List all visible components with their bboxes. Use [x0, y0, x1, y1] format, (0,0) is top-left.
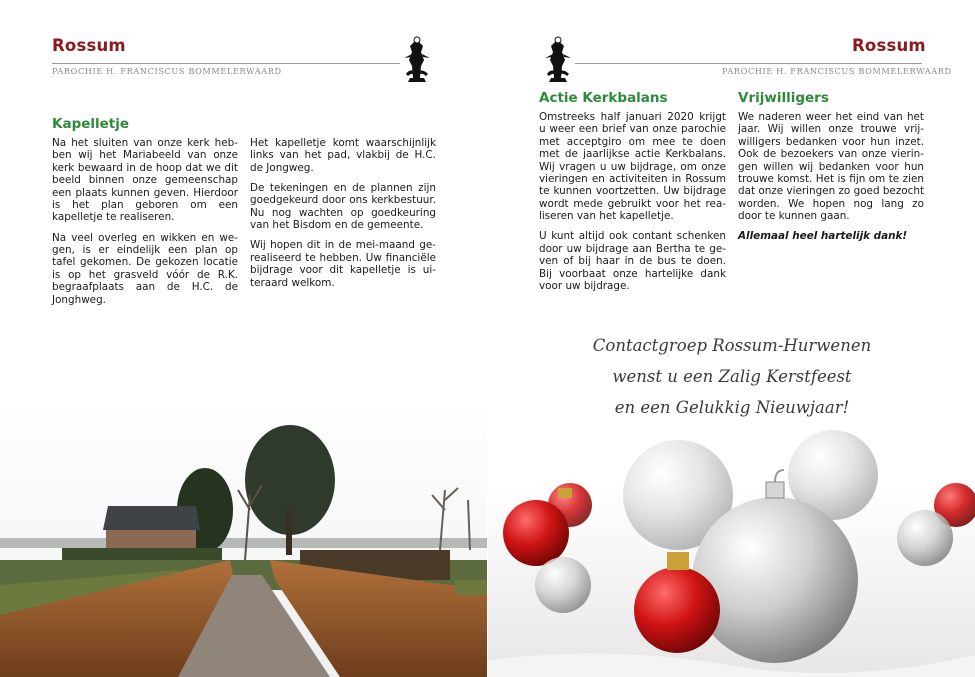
header-subtitle: PAROCHIE H. FRANCISCUS BOMMELERWAARD	[722, 66, 952, 76]
article-title-kapelletje: Kapelletje	[52, 116, 130, 132]
greeting-line: Contactgroep Rossum-Hurwenen	[592, 336, 872, 355]
closing-line: Allemaal heel hartelijk dank!	[738, 230, 908, 243]
article-column-2	[250, 137, 436, 297]
brand-title: Rossum	[52, 36, 126, 55]
header-rule	[575, 63, 922, 64]
paragraph: U kunt altijd ook contant schenken door uw bijdrage aan Bertha te geven of bij haar in de bus te doen. Bij voorbaat onze hartelijke dank voor uw bijdrage.	[539, 230, 726, 293]
paragraph: We naderen weer het eind van het jaar. Wij willen onze trouwe vrijwilligers bedanken voor hun inzet. Ook de bezoekers van onze vieringen willen wij bedanken voor hun trouwe komst. Het is fijn om te zien dat onze vieringen zo goed bezocht worden. We hopen nog lang zo door te kunnen gaan.	[738, 111, 925, 223]
header-rule	[52, 63, 400, 64]
parish-logo-icon	[400, 32, 434, 84]
article-vrijwilligers-body	[738, 111, 924, 251]
header-subtitle: PAROCHIE H. FRANCISCUS BOMMELERWAARD	[52, 66, 282, 76]
right-page	[488, 0, 975, 677]
greeting-line: en een Gelukkig Nieuwjaar!	[614, 398, 850, 417]
parish-logo-icon	[541, 32, 575, 84]
paragraph: Na veel overleg en wikken en wegen, is er eindelijk een plan op tafel gekomen. De gekozen locatie is op het grasveld vóór de R.K. begraafplaats aan de H.C. de Jonghweg.	[52, 231, 238, 306]
greeting-line: wenst u een Zalig Kerstfeest	[612, 367, 852, 386]
article-title-kerkbalans: Actie Kerkbalans	[539, 90, 668, 106]
left-page	[0, 0, 487, 677]
article-kerkbalans-body	[539, 111, 726, 300]
paragraph: Omstreeks half januari 2020 krijgt u weer een brief van onze parochie met acceptgiro om mee te doen met de jaarlijkse actie Kerkbalans. Wij vragen u uw bijdrage, om onze vieringen en activiteiten in Rossum te kunnen voortzetten. Uw bijdrage wordt mede gebruikt voor het realiseren van het kapelletje.	[539, 111, 726, 223]
cemetery-path-photo	[0, 400, 487, 677]
paragraph: Wij hopen dit in de mei-maand gerealiseerd te hebben. Uw financiële bijdrage voor dit kapelletje is uiteraard welkom.	[250, 239, 436, 289]
paragraph: De tekeningen en de plannen zijn goedgekeurd door ons kerkbestuur. Nu nog wachten op goedkeuring van het Bisdom en de gemeente.	[250, 182, 436, 232]
paragraph: Na het sluiten van onze kerk hebben wij het Mariabeeld van onze kerk bewaard in de hoop dat we dit beeld binnen onze gemeenschap een plaats kunnen geven. Hierdoor is het plan geboren om een kapelletje te realiseren.	[52, 137, 238, 224]
article-column-1	[52, 137, 238, 314]
christmas-baubles-image	[488, 430, 975, 677]
christmas-greeting	[512, 330, 952, 423]
paragraph: Het kapelletje komt waarschijnlijk links van het pad, vlakbij de H.C. de Jongweg.	[250, 137, 436, 174]
brand-title: Rossum	[852, 36, 926, 55]
article-title-vrijwilligers: Vrijwilligers	[738, 90, 829, 106]
